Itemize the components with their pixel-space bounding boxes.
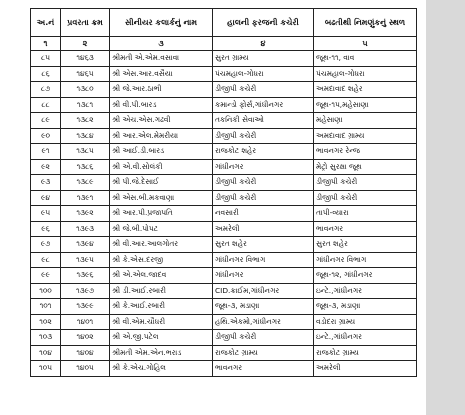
- header-serial-no: અ.નં: [31, 9, 61, 37]
- cell-seniority-order: ૧૩૮૬: [61, 159, 110, 175]
- cell-serial-no: ૮૭: [31, 82, 61, 98]
- cell-posting-place: જૂથ-૧૨, ગાંધીનગર: [314, 268, 417, 284]
- cell-posting-place: ભાવનગર રેન્જ: [314, 144, 417, 160]
- cell-posting-place: અમદાવાદ શહેર: [314, 82, 417, 98]
- table-row: [31, 237, 417, 253]
- cell-seniority-order: ૧૪૦૨: [61, 330, 110, 346]
- header-row: [31, 9, 417, 37]
- cell-current-office: અમરેલી: [213, 221, 314, 237]
- header-clerk-name: સીનીયર કલાર્કનું નામ: [110, 9, 213, 37]
- cell-seniority-order: ૧૩૮૯: [61, 175, 110, 191]
- cell-seniority-order: ૧૩૯૫: [61, 252, 110, 268]
- cell-serial-no: ૯૪: [31, 190, 61, 206]
- column-number: ૪: [213, 37, 314, 51]
- cell-clerk-name: શ્રી પી.જે.દેસાઈ: [110, 175, 213, 191]
- table-row: [31, 82, 417, 98]
- cell-posting-place: રાજકોટ ગ્રામ્ય: [314, 345, 417, 361]
- cell-serial-no: ૯૫: [31, 206, 61, 222]
- column-number: ૧: [31, 37, 61, 51]
- cell-serial-no: ૧૦૨: [31, 314, 61, 330]
- column-number: ૨: [61, 37, 110, 51]
- table-row: [31, 361, 417, 377]
- table-row: [31, 113, 417, 129]
- cell-serial-no: ૯૦: [31, 128, 61, 144]
- cell-serial-no: ૮૯: [31, 113, 61, 129]
- cell-current-office: સુરત ગ્રામ્ય: [213, 51, 314, 67]
- cell-clerk-name: શ્રીમતી એમ.એન.ભરાડ: [110, 345, 213, 361]
- table-row: [31, 144, 417, 160]
- cell-current-office: ડીજીપી કચેરી: [213, 128, 314, 144]
- cell-current-office: ગાંધીનગર: [213, 268, 314, 284]
- column-number: ૫: [314, 37, 417, 51]
- side-panel: [426, 0, 465, 415]
- cell-serial-no: ૧૦૪: [31, 345, 61, 361]
- cell-seniority-order: ૧૩૯૩: [61, 221, 110, 237]
- cell-clerk-name: શ્રી એચ.એસ.ગઢવી: [110, 113, 213, 129]
- cell-seniority-order: ૧૩૯૧: [61, 190, 110, 206]
- cell-seniority-order: ૧૩૮૦: [61, 82, 110, 98]
- cell-clerk-name: શ્રી કે.એસ.દરજી: [110, 252, 213, 268]
- cell-current-office: ડીજીપી કચેરી: [213, 82, 314, 98]
- cell-posting-place: અમદાવાદ ગ્રામ્ય: [314, 128, 417, 144]
- cell-current-office: ભાવનગર: [213, 361, 314, 377]
- cell-clerk-name: શ્રીમતી એ.એમ.વસાવા: [110, 51, 213, 67]
- cell-posting-place: ડીજીપી કચેરી: [314, 175, 417, 191]
- cell-current-office: CID.ક્રાઈમ,ગાંધીનગર: [213, 283, 314, 299]
- table-row: [31, 221, 417, 237]
- cell-seniority-order: ૧૩૮૫: [61, 144, 110, 160]
- cell-current-office: જૂથ-૩, મડાણા: [213, 299, 314, 315]
- table-row: [31, 314, 417, 330]
- cell-current-office: રાજકોટ ગ્રામ્ય: [213, 345, 314, 361]
- column-number-row: [31, 37, 417, 51]
- cell-posting-place: ઇન્ટે.,ગાંધીનગર: [314, 283, 417, 299]
- table-row: [31, 206, 417, 222]
- cell-seniority-order: ૧૩૯૭: [61, 283, 110, 299]
- cell-seniority-order: ૧૩૮૧: [61, 97, 110, 113]
- cell-current-office: ગાંધીનગર: [213, 159, 314, 175]
- header-current-office: હાલની ફરજની કચેરી: [213, 9, 314, 37]
- cell-current-office: હથિ.એકમો,ગાંધીનગર: [213, 314, 314, 330]
- header-posting-place: બઢતીથી નિમણુંકનું સ્થળ: [314, 9, 417, 37]
- cell-serial-no: ૧૦૫: [31, 361, 61, 377]
- promotion-table: [30, 8, 417, 377]
- cell-clerk-name: શ્રી એ.વી.સોલંકી: [110, 159, 213, 175]
- cell-serial-no: ૮૬: [31, 66, 61, 82]
- cell-posting-place: જૂથ-૧૫,મહેસાણા: [314, 97, 417, 113]
- cell-posting-place: જૂથ-૧૧, વાવ: [314, 51, 417, 67]
- cell-clerk-name: શ્રી કે.આઈ.રબારી: [110, 299, 213, 315]
- table-row: [31, 128, 417, 144]
- cell-clerk-name: શ્રી જે.બી.પોપટ: [110, 221, 213, 237]
- cell-posting-place: વડોદરા ગ્રામ્ય: [314, 314, 417, 330]
- table-row: [31, 97, 417, 113]
- cell-serial-no: ૯૩: [31, 175, 61, 191]
- cell-seniority-order: ૧૩૯૬: [61, 268, 110, 284]
- cell-serial-no: ૯૮: [31, 252, 61, 268]
- cell-posting-place: મેટ્રો સુરક્ષા જૂથ: [314, 159, 417, 175]
- cell-current-office: ડીજીપી કચેરી: [213, 330, 314, 346]
- cell-serial-no: ૯૧: [31, 144, 61, 160]
- cell-seniority-order: ૧૪૬૩: [61, 51, 110, 67]
- cell-current-office: પંચમહાલ-ગોધરા: [213, 66, 314, 82]
- cell-seniority-order: ૧૪૦૫: [61, 361, 110, 377]
- table-row: [31, 252, 417, 268]
- cell-posting-place: ડીજીપી કચેરી: [314, 190, 417, 206]
- table-row: [31, 345, 417, 361]
- cell-serial-no: ૧૦૩: [31, 330, 61, 346]
- table-row: [31, 190, 417, 206]
- cell-seniority-order: ૧૪૬૫: [61, 66, 110, 82]
- cell-serial-no: ૯૭: [31, 237, 61, 253]
- cell-seniority-order: ૧૪૦૧: [61, 314, 110, 330]
- cell-seniority-order: ૧૩૯૯: [61, 299, 110, 315]
- cell-current-office: ડીજીપી કચેરી: [213, 190, 314, 206]
- cell-current-office: રાજકોટ શહેર: [213, 144, 314, 160]
- cell-serial-no: ૯૯: [31, 268, 61, 284]
- table-row: [31, 66, 417, 82]
- cell-seniority-order: ૧૩૮૪: [61, 128, 110, 144]
- cell-posting-place: ભાવનગર: [314, 221, 417, 237]
- table-row: [31, 283, 417, 299]
- cell-seniority-order: ૧૩૯૪: [61, 237, 110, 253]
- cell-posting-place: ઇન્ટે.,ગાંધીનગર: [314, 330, 417, 346]
- column-number: ૩: [110, 37, 213, 51]
- table-row: [31, 159, 417, 175]
- cell-posting-place: સુરત શહેર: [314, 237, 417, 253]
- cell-current-office: તકનિકી સેવાઓ: [213, 113, 314, 129]
- cell-seniority-order: ૧૩૯૨: [61, 206, 110, 222]
- cell-posting-place: અમરેલી: [314, 361, 417, 377]
- cell-posting-place: પંચમહાલ-ગોધરા: [314, 66, 417, 82]
- cell-clerk-name: શ્રી આર.પી.પ્રજાપતિ: [110, 206, 213, 222]
- cell-clerk-name: શ્રી એ.એલ.જાદવ: [110, 268, 213, 284]
- cell-serial-no: ૯૬: [31, 221, 61, 237]
- cell-current-office: સુરત શહેર: [213, 237, 314, 253]
- table-row: [31, 51, 417, 67]
- cell-serial-no: ૧૦૧: [31, 299, 61, 315]
- cell-posting-place: તાપી-વ્યારા: [314, 206, 417, 222]
- cell-clerk-name: શ્રી એસ.આર.વસૈયા: [110, 66, 213, 82]
- cell-clerk-name: શ્રી જે.આર.ઠાભી: [110, 82, 213, 98]
- cell-clerk-name: શ્રી આઈ.ડી.બારડ: [110, 144, 213, 160]
- cell-current-office: કમાન્ડો ફોર્સ,ગાંધીનગર: [213, 97, 314, 113]
- cell-posting-place: ગાંધીનગર વિભાગ: [314, 252, 417, 268]
- cell-serial-no: ૮૫: [31, 51, 61, 67]
- cell-current-office: ડીજીપી કચેરી: [213, 175, 314, 191]
- cell-clerk-name: શ્રી વી.આર.આલગોતર: [110, 237, 213, 253]
- cell-seniority-order: ૧૪૦૪: [61, 345, 110, 361]
- cell-serial-no: ૧૦૦: [31, 283, 61, 299]
- cell-clerk-name: શ્રી ડી.આઈ.રબારી: [110, 283, 213, 299]
- table-row: [31, 268, 417, 284]
- cell-current-office: નવસારી: [213, 206, 314, 222]
- cell-clerk-name: શ્રી કે.એચ.ગોહિલ: [110, 361, 213, 377]
- table-row: [31, 299, 417, 315]
- cell-posting-place: મહેસાણા: [314, 113, 417, 129]
- table-body: [31, 51, 417, 377]
- cell-posting-place: જૂથ-૩, મડાણા: [314, 299, 417, 315]
- cell-clerk-name: શ્રી આર.એલ.મેમરીયા: [110, 128, 213, 144]
- table-row: [31, 330, 417, 346]
- cell-clerk-name: શ્રી એસ.બી.મકવાણા: [110, 190, 213, 206]
- cell-current-office: ગાંધીનગર વિભાગ: [213, 252, 314, 268]
- cell-serial-no: ૯૨: [31, 159, 61, 175]
- cell-serial-no: ૮૮: [31, 97, 61, 113]
- cell-seniority-order: ૧૩૮૨: [61, 113, 110, 129]
- header-seniority-order: પ્રવરતા ક્રમ: [61, 9, 110, 37]
- cell-clerk-name: શ્રી વી.એમ.ચૌધરી: [110, 314, 213, 330]
- cell-clerk-name: શ્રી એ.જી.પટેલ: [110, 330, 213, 346]
- table-row: [31, 175, 417, 191]
- cell-clerk-name: શ્રી વી.પી.બારડ: [110, 97, 213, 113]
